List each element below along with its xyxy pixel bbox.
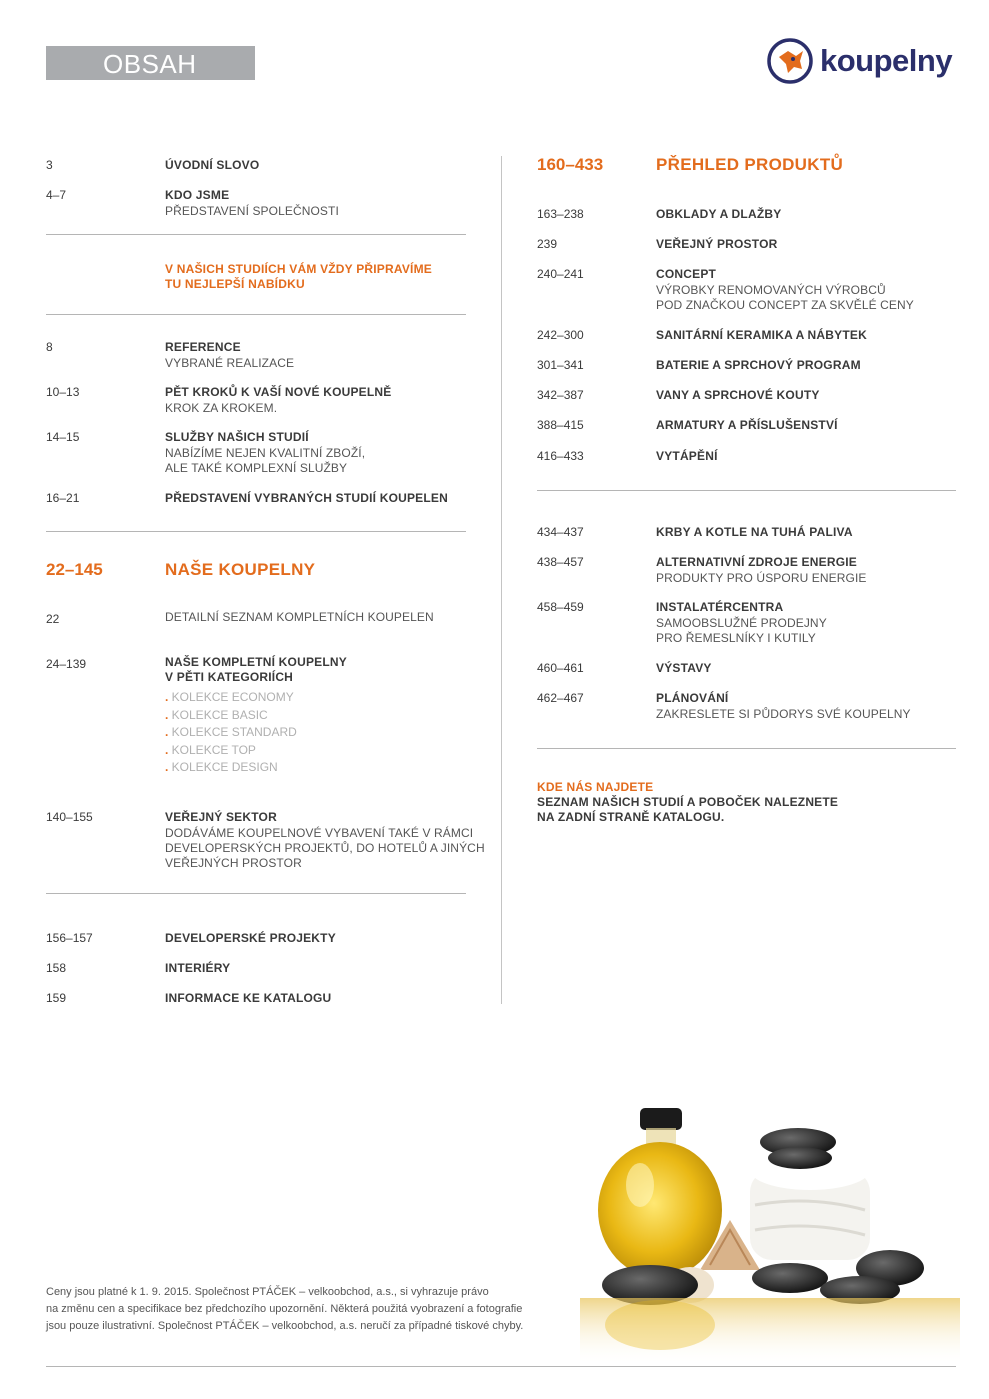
toc-entry-title: VYTÁPĚNÍ	[656, 449, 718, 463]
toc-entry-title: BATERIE A SPRCHOVÝ PROGRAM	[656, 358, 861, 372]
toc-entry: 16–21	[46, 491, 80, 505]
toc-entry: 159	[46, 991, 67, 1005]
toc-entry: 242–300	[537, 328, 584, 342]
toc-entry-title: PĚT KROKŮ K VAŠÍ NOVÉ KOUPELNĚ KROK ZA KROKEM.	[165, 385, 392, 415]
toc-entry: 140–155	[46, 810, 93, 824]
toc-entry-title: KDO JSME PŘEDSTAVENÍ SPOLEČNOSTI	[165, 188, 339, 218]
toc-entry-title: INTERIÉRY	[165, 961, 231, 975]
spa-still-life-image	[560, 1100, 960, 1365]
logo-wordmark: koupelny	[820, 43, 953, 78]
store-locator-note: KDE NÁS NAJDETE SEZNAM NAŠICH STUDIÍ A POBOČEK NALEZNETE NA ZADNÍ STRANĚ KATALOGU.	[537, 780, 839, 824]
toc-entry: 462–467	[537, 691, 584, 705]
toc-entry: 458–459	[537, 600, 584, 614]
toc-entry: 8	[46, 340, 53, 354]
toc-entry: 163–238	[537, 207, 584, 221]
toc-entry-title: VEŘEJNÝ SEKTOR DODÁVÁME KOUPELNOVÉ VYBAVENÍ TAKÉ V RÁMCI DEVELOPERSKÝCH PROJEKTŮ, DO HOTELŮ A JINÝCH VEŘEJNÝCH PROSTOR	[165, 810, 485, 870]
section-rule	[46, 531, 466, 532]
toc-entry-title: KRBY A KOTLE NA TUHÁ PALIVA	[656, 525, 853, 539]
toc-entry: 240–241	[537, 267, 584, 281]
section-heading: NAŠE KOUPELNY	[165, 560, 316, 579]
toc-entry-title: SANITÁRNÍ KERAMIKA A NÁBYTEK	[656, 328, 867, 342]
toc-entry	[46, 186, 66, 204]
section-rule	[46, 893, 466, 894]
toc-entry-title: DEVELOPERSKÉ PROJEKTY	[165, 931, 336, 945]
toc-entry-title: ALTERNATIVNÍ ZDROJE ENERGIE PRODUKTY PRO ÚSPORU ENERGIE	[656, 555, 867, 585]
toc-entry: 14–15	[46, 430, 80, 444]
toc-entry-title: VANY A SPRCHOVÉ KOUTY	[656, 388, 820, 402]
toc-entry-title: PŘEDSTAVENÍ VYBRANÝCH STUDIÍ KOUPELEN	[165, 491, 448, 505]
page-number: 4–7	[46, 188, 67, 202]
toc-entry: 239	[537, 237, 558, 251]
toc-entry-title: INFORMACE KE KATALOGU	[165, 991, 332, 1005]
toc-entry: 342–387	[537, 388, 584, 402]
page-number: 3	[46, 158, 53, 172]
toc-entry: 22	[46, 612, 60, 626]
toc-entry-title: PLÁNOVÁNÍ ZAKRESLETE SI PŮDORYS SVÉ KOUPELNY	[656, 691, 911, 721]
list-item: . KOLEKCE BASIC	[165, 707, 268, 722]
section-range: 160–433	[537, 155, 604, 174]
toc-entry: 460–461	[537, 661, 584, 675]
page-title: OBSAH	[46, 46, 255, 80]
toc-entry-title: CONCEPT VÝROBKY RENOMOVANÝCH VÝROBCŮ POD ZNAČKOU CONCEPT ZA SKVĚLÉ CENY	[656, 267, 914, 312]
toc-entry: 10–13	[46, 385, 80, 399]
section-rule	[46, 234, 466, 235]
promo-text: V NAŠICH STUDIÍCH VÁM VŽDY PŘIPRAVÍME TU NEJLEPŠÍ NABÍDKU	[165, 262, 432, 291]
toc-entry-title: OBKLADY A DLAŽBY	[656, 207, 782, 221]
toc-entry-title: ÚVODNÍ SLOVO	[165, 158, 260, 172]
list-item: . KOLEKCE TOP	[165, 742, 256, 757]
brand-logo	[766, 36, 966, 86]
toc-entry	[46, 156, 53, 174]
section-rule	[537, 748, 956, 749]
toc-entry: 158	[46, 961, 67, 975]
list-item: . KOLEKCE ECONOMY	[165, 690, 294, 704]
list-item: . KOLEKCE DESIGN	[165, 760, 278, 774]
column-divider	[501, 156, 502, 1004]
toc-entry: 438–457	[537, 555, 584, 569]
toc-entry-title: DETAILNÍ SEZNAM KOMPLETNÍCH KOUPELEN	[165, 610, 434, 624]
section-rule	[46, 314, 466, 315]
footer-disclaimer: Ceny jsou platné k 1. 9. 2015. Společnost PTÁČEK – velkoobchod, a.s., si vyhrazuje právo na změnu cen a specifikace bez předchozího upozornění. Některá použitá vyobrazení a fotografie jsou pouze ilustrativní. Společnost PTÁČEK – velkoobchod, a.s. neručí za případné tiskové chyby.	[46, 1286, 524, 1332]
toc-entry: 24–139	[46, 657, 87, 671]
toc-entry-title: SLUŽBY NAŠICH STUDIÍ NABÍZÍME NEJEN KVALITNÍ ZBOŽÍ, ALE TAKÉ KOMPLEXNÍ SLUŽBY	[165, 430, 366, 475]
toc-entry-title: VÝSTAVY	[656, 661, 712, 675]
toc-entry-subtitle: PŘEDSTAVENÍ SPOLEČNOSTI	[165, 204, 339, 218]
toc-entry-title: NAŠE KOMPLETNÍ KOUPELNY V PĚTI KATEGORIÍCH . KOLEKCE ECONOMY . KOLEKCE BASIC . KOLEKCE STANDARD . KOLEKCE TOP . KOLEKCE DESIGN	[165, 655, 347, 777]
footer-rule	[46, 1366, 956, 1367]
toc-entry: 388–415	[537, 418, 584, 432]
toc-entry-title: ARMATURY A PŘÍSLUŠENSTVÍ	[656, 418, 838, 432]
toc-entry: 301–341	[537, 358, 584, 372]
toc-entry-title: REFERENCE VYBRANÉ REALIZACE	[165, 340, 295, 370]
section-range: 22–145	[46, 560, 103, 579]
toc-entry: 156–157	[46, 931, 93, 945]
list-item: . KOLEKCE STANDARD	[165, 725, 297, 739]
toc-entry-title: VEŘEJNÝ PROSTOR	[656, 237, 778, 251]
toc-entry: 416–433	[537, 449, 584, 463]
collection-list	[165, 689, 347, 777]
section-rule	[537, 490, 956, 491]
toc-entry-title: INSTALATÉRCENTRA SAMOOBSLUŽNÉ PRODEJNY PRO ŘEMESLNÍKY I KUTILY	[656, 600, 827, 645]
section-heading: PŘEHLED PRODUKTŮ	[656, 155, 844, 174]
toc-entry: 434–437	[537, 525, 584, 539]
bird-logo-icon	[766, 37, 814, 85]
